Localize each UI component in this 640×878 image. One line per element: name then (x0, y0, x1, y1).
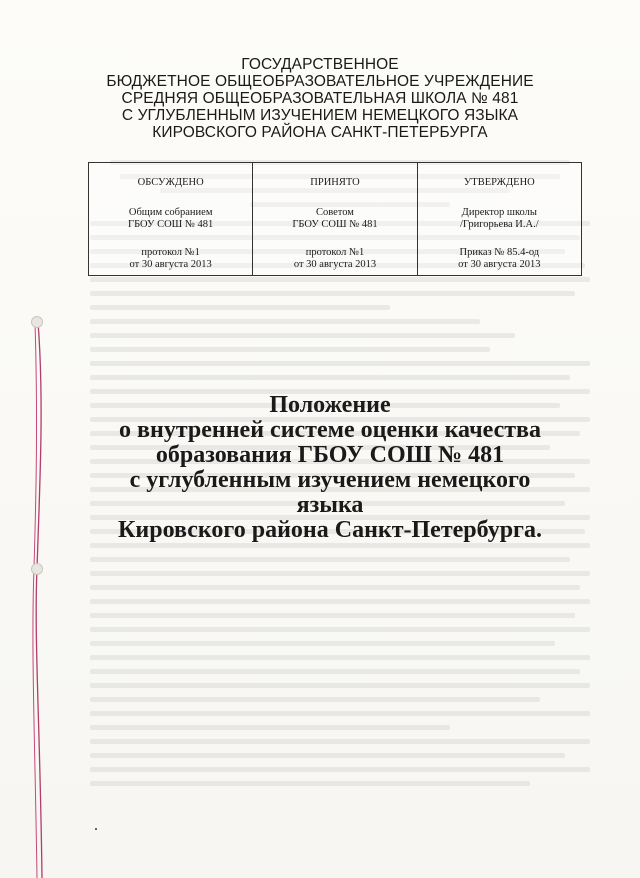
approval-table (88, 162, 582, 276)
paper-speck (95, 828, 97, 830)
institution-header (0, 56, 640, 141)
document-title (100, 393, 560, 543)
header-line: КИРОВСКОГО РАЙОНА САНКТ-ПЕТЕРБУРГА (152, 124, 488, 141)
cell-protocol: протокол №1 (305, 247, 365, 258)
cell-title: УТВЕРЖДЕНО (463, 177, 535, 188)
binding-hole-bottom (31, 563, 43, 575)
header-line: С УГЛУБЛЕННЫМ ИЗУЧЕНИЕМ НЕМЕЦКОГО ЯЗЫКА (121, 107, 519, 124)
cell-date: от 30 августа 2013 (458, 259, 541, 270)
cell-title: ОБСУЖДЕНО (137, 177, 204, 188)
approval-cell-accepted (253, 163, 417, 275)
title-line: о внутренней системе оценки качества (119, 417, 541, 443)
cell-protocol: Приказ № 85.4-од (459, 247, 540, 258)
title-line: с углубленным изучением немецкого языка (129, 467, 531, 518)
cell-line: Советом (316, 207, 354, 218)
cell-line: Директор школы (461, 207, 537, 218)
approval-cell-discussed (89, 163, 253, 275)
cell-line: Общим собранием (128, 207, 213, 218)
cell-date: от 30 августа 2013 (129, 259, 212, 270)
cell-date: от 30 августа 2013 (293, 259, 377, 270)
title-line: образования ГБОУ СОШ № 481 (155, 442, 505, 468)
title-line: Положение (269, 392, 391, 418)
cell-line: ГБОУ СОШ № 481 (292, 219, 378, 230)
header-line: СРЕДНЯЯ ОБЩЕОБРАЗОВАТЕЛЬНАЯ ШКОЛА № 481 (121, 90, 519, 107)
approval-cell-approved (418, 163, 581, 275)
cell-line: ГБОУ СОШ № 481 (128, 219, 214, 230)
header-line: БЮДЖЕТНОЕ ОБЩЕОБРАЗОВАТЕЛЬНОЕ УЧРЕЖДЕНИЕ (106, 73, 534, 90)
cell-title: ПРИНЯТО (310, 177, 360, 188)
header-line: ГОСУДАРСТВЕННОЕ (241, 56, 399, 73)
title-line: Кировского района Санкт-Петербурга. (118, 517, 542, 543)
binding-hole-top (31, 316, 43, 328)
cell-protocol: протокол №1 (141, 247, 200, 258)
cell-line: /Григорьева И.А./ (460, 219, 539, 230)
